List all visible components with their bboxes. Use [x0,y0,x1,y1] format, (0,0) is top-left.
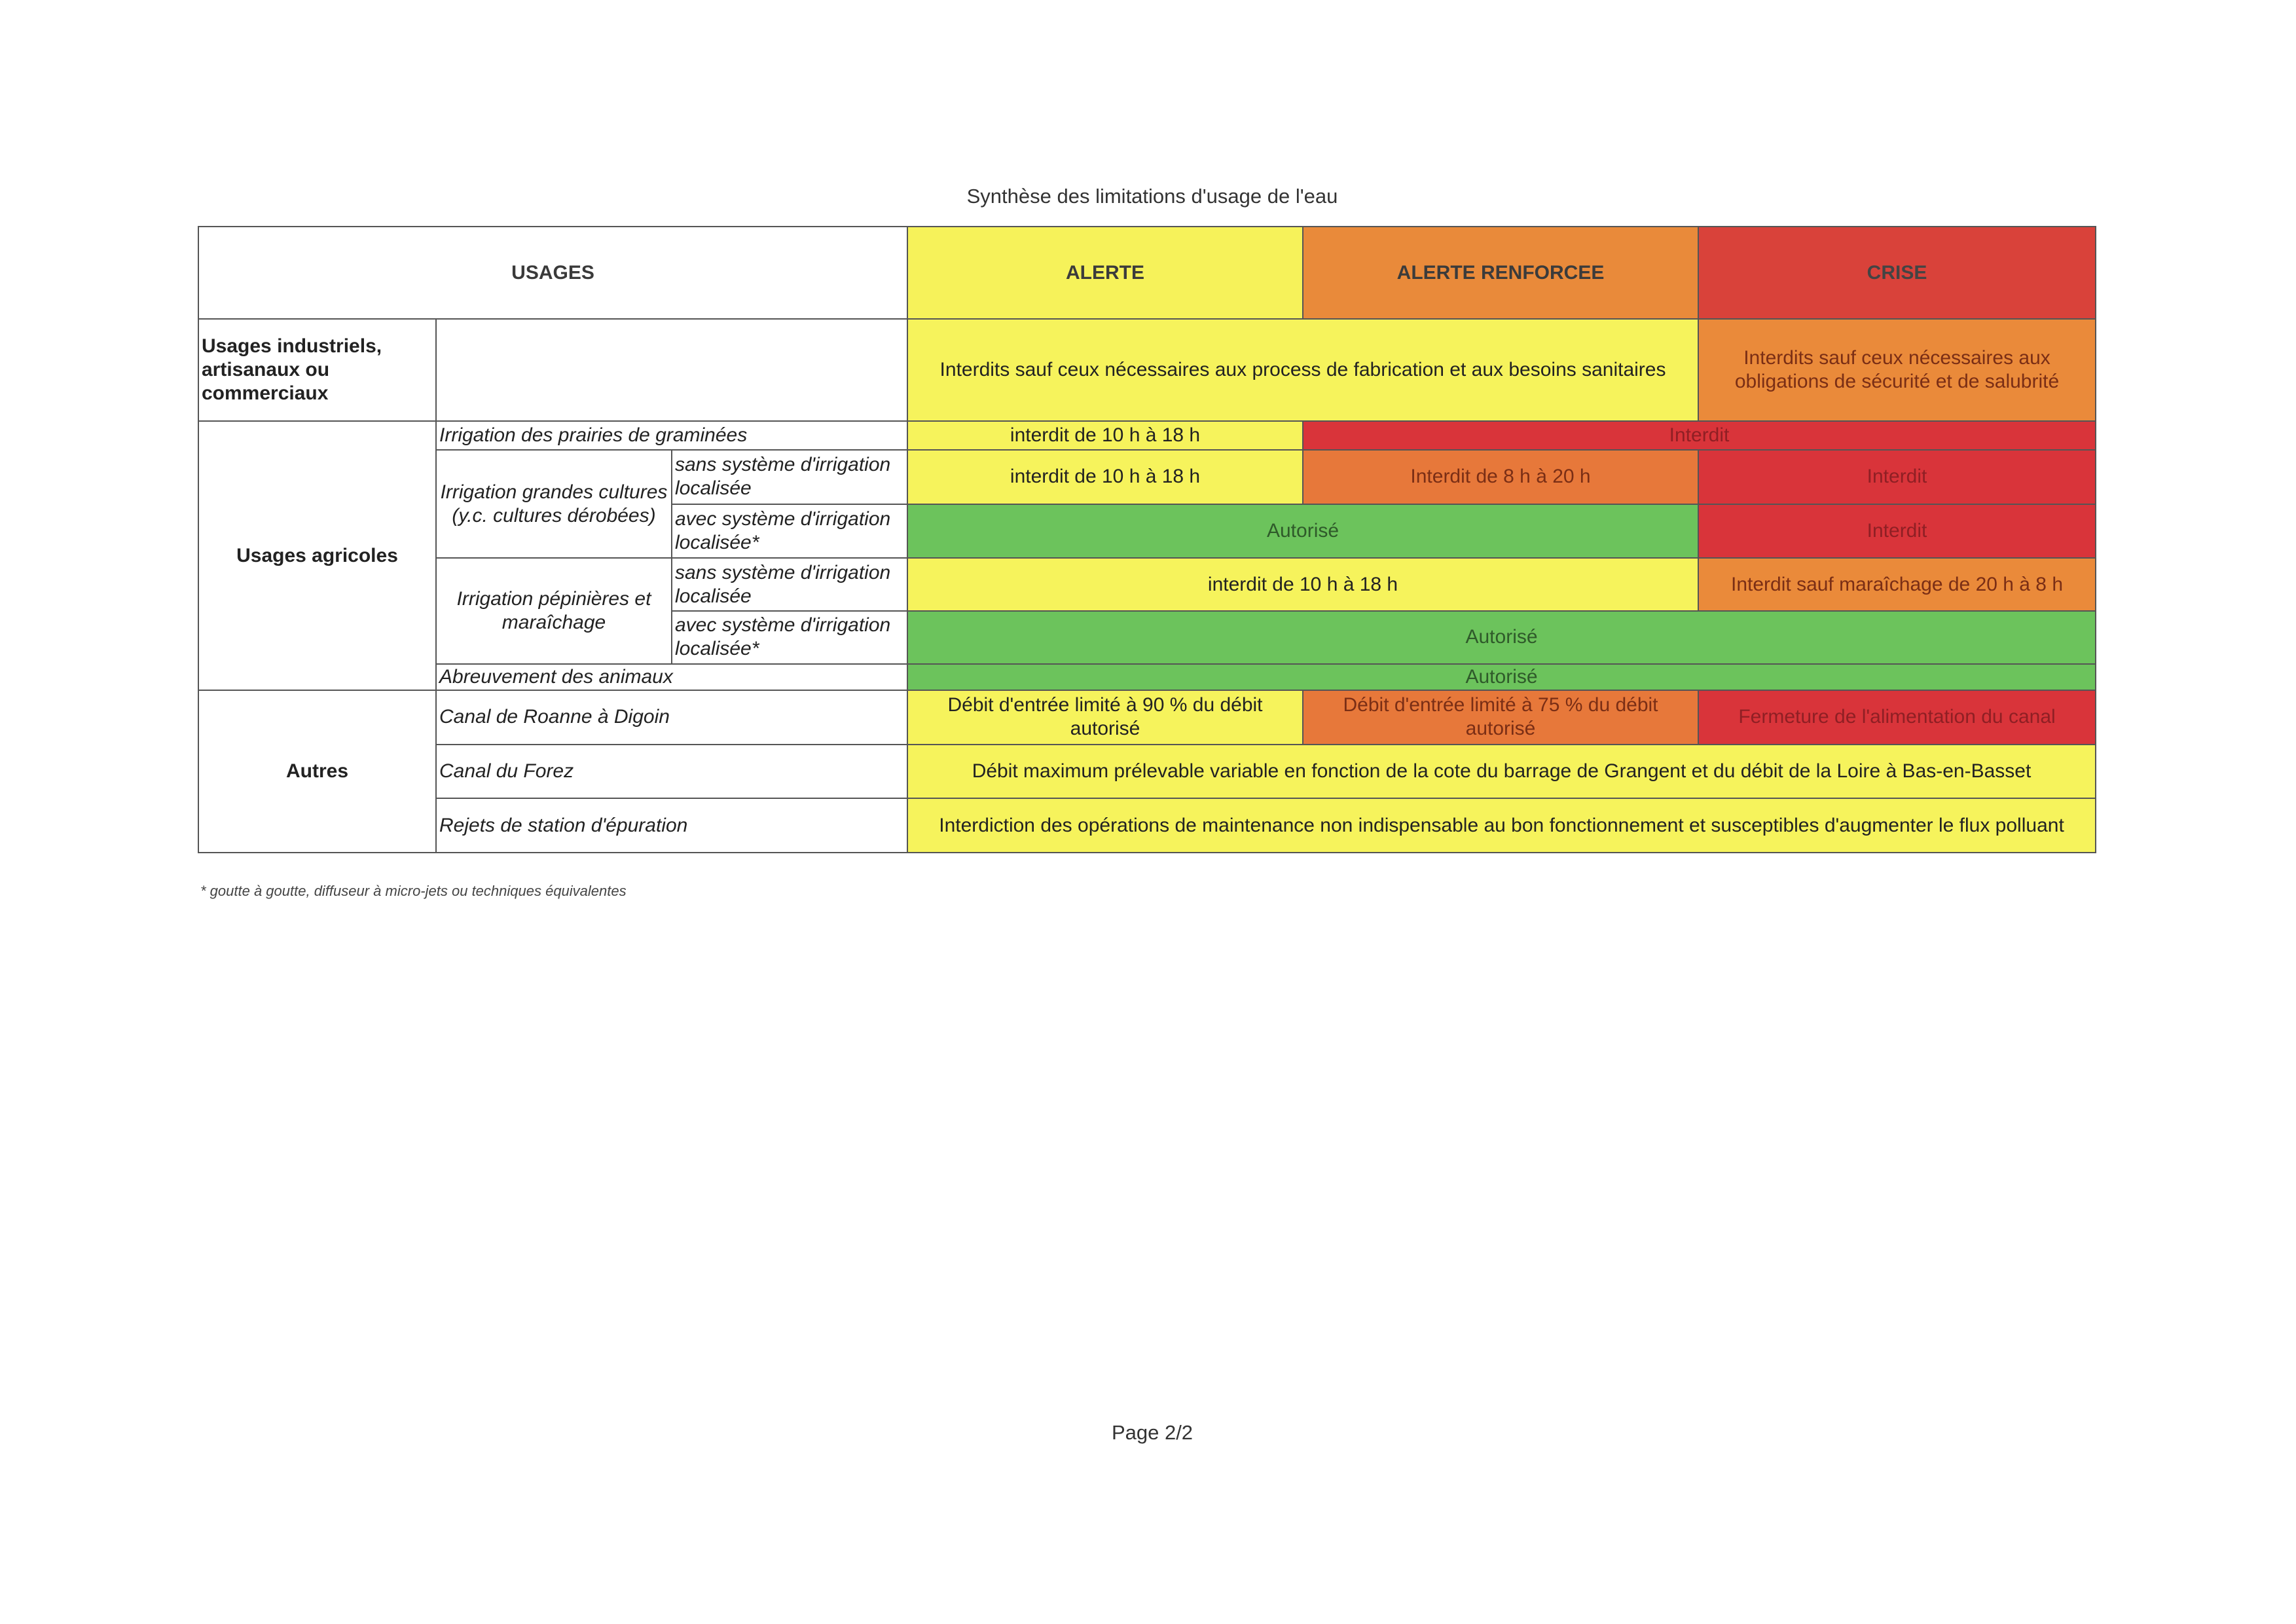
cell-gc-sans-crise: Interdit [1698,450,2096,504]
cell-pep-sans-alerte-renforcee: interdit de 10 h à 18 h [907,558,1698,611]
header-row [198,227,2096,319]
category-industriel: Usages industriels, artisanaux ou commerciaux [198,319,436,421]
cell-roanne-renforcee: Débit d'entrée limité à 75 % du débit autorisé [1303,690,1698,745]
row-prairies [198,421,2096,449]
label-pepinieres: Irrigation pépinières et maraîchage [436,558,672,663]
cell-roanne-crise: Fermeture de l'alimentation du canal [1698,690,2096,745]
cell-gc-avec-crise: Interdit [1698,504,2096,559]
label-rejets: Rejets de station d'épuration [436,798,907,853]
water-restrictions-table [198,226,2096,853]
footnote: * goutte à goutte, diffuseur à micro-jets ou techniques équivalentes [200,883,627,899]
header-alerte: ALERTE [907,227,1303,319]
cell-pep-sans-crise: Interdit sauf maraîchage de 20 h à 8 h [1698,558,2096,611]
label-avec-systeme: avec système d'irrigation localisée* [672,504,907,559]
cell-industriel-alerte-renforcee: Interdits sauf ceux nécessaires aux process de fabrication et aux besoins sanitaires [907,319,1698,421]
row-abreuvement [198,664,2096,690]
row-pepinieres-sans [198,558,2096,611]
category-agricole: Usages agricoles [198,421,436,690]
empty-cell [436,319,907,421]
page-number: Page 2/2 [1111,1421,1194,1444]
label-forez: Canal du Forez [436,745,907,799]
cell-gc-sans-renforcee: Interdit de 8 h à 20 h [1303,450,1698,504]
label-roanne: Canal de Roanne à Digoin [436,690,907,745]
cell-prairies-renforcee-crise: Interdit [1303,421,2096,449]
document-title: Synthèse des limitations d'usage de l'eau [966,185,1338,208]
header-usages: USAGES [198,227,907,319]
label-prairies: Irrigation des prairies de graminées [436,421,907,449]
label-sans-systeme: sans système d'irrigation localisée [672,558,907,611]
label-sans-systeme: sans système d'irrigation localisée [672,450,907,504]
header-crise: CRISE [1698,227,2096,319]
row-forez [198,745,2096,799]
label-avec-systeme: avec système d'irrigation localisée* [672,611,907,664]
cell-rejets-all: Interdiction des opérations de maintenance non indispensable au bon fonctionnement et susceptibles d'augmenter le flux polluant [907,798,2096,853]
label-grandes-cultures: Irrigation grandes cultures (y.c. cultures dérobées) [436,450,672,558]
cell-forez-all: Débit maximum prélevable variable en fonction de la cote du barrage de Grangent et du débit de la Loire à Bas-en-Basset [907,745,2096,799]
label-abreuvement: Abreuvement des animaux [436,664,907,690]
cell-roanne-alerte: Débit d'entrée limité à 90 % du débit autorisé [907,690,1303,745]
row-grandes-cultures-sans [198,450,2096,504]
row-industriel [198,319,2096,421]
cell-prairies-alerte: interdit de 10 h à 18 h [907,421,1303,449]
cell-industriel-crise: Interdits sauf ceux nécessaires aux obligations de sécurité et de salubrité [1698,319,2096,421]
cell-pep-avec-all: Autorisé [907,611,2096,664]
category-autres: Autres [198,690,436,853]
header-alerte-renforcee: ALERTE RENFORCEE [1303,227,1698,319]
row-roanne [198,690,2096,745]
row-rejets [198,798,2096,853]
cell-abreuvement-all: Autorisé [907,664,2096,690]
cell-gc-sans-alerte: interdit de 10 h à 18 h [907,450,1303,504]
cell-gc-avec-alerte-renforcee: Autorisé [907,504,1698,559]
